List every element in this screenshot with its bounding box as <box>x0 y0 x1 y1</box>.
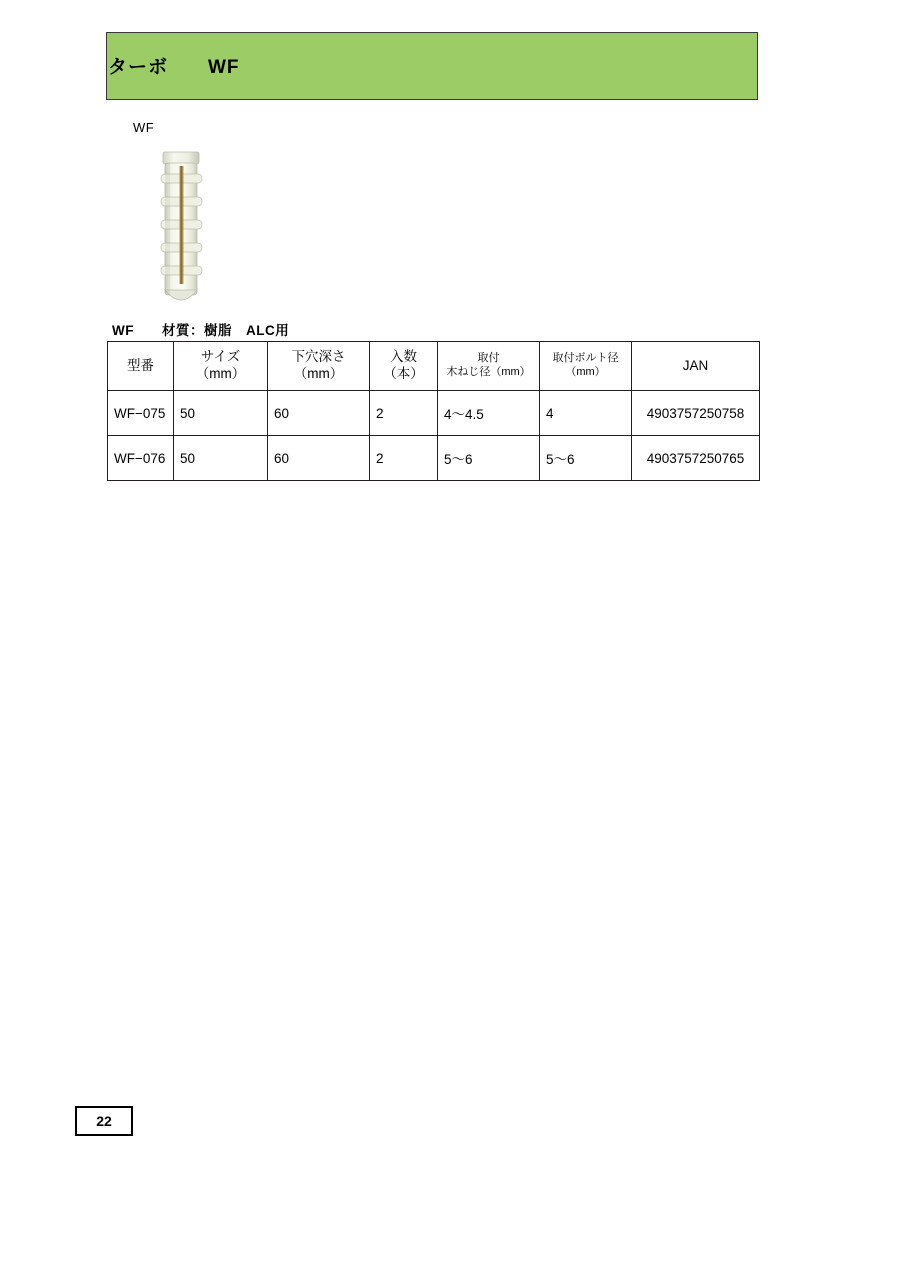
table-header-row <box>108 342 760 391</box>
cell-count: 2 <box>370 391 438 436</box>
header-depth <box>268 342 370 391</box>
header-screw-line1: 取付 <box>477 352 500 365</box>
header-depth-text: 下穴深さ（mm） <box>291 349 346 381</box>
cell-screw: 5〜6 <box>438 436 540 481</box>
header-count-text: 入数（本） <box>383 349 424 381</box>
page-title: ターボ WF <box>108 57 240 78</box>
cell-jan: 4903757250758 <box>632 391 760 436</box>
cell-model: WF−075 <box>108 391 174 436</box>
table-row <box>108 391 760 436</box>
header-screw <box>438 342 540 391</box>
cell-jan: 4903757250765 <box>632 436 760 481</box>
header-jan-text: JAN <box>682 357 709 373</box>
header-jan <box>632 342 760 391</box>
header-bolt-line2: （mm） <box>565 366 606 378</box>
header-model-text: 型番 <box>127 357 154 373</box>
figure-label: WF <box>133 120 155 135</box>
cell-bolt: 5〜6 <box>540 436 632 481</box>
page-number: 22 <box>75 1106 133 1136</box>
spec-table <box>107 341 760 481</box>
header-bolt <box>540 342 632 391</box>
cell-depth: 60 <box>268 436 370 481</box>
cell-size: 50 <box>174 391 268 436</box>
table-caption: WF 材質：樹脂 ALC用 <box>112 323 290 338</box>
header-count <box>370 342 438 391</box>
header-bolt-line1: 取付ボルト径 <box>552 352 619 365</box>
header-size-text: サイズ（mm） <box>195 349 246 381</box>
header-size <box>174 342 268 391</box>
header-screw-line2: 木ねじ径（mm） <box>446 366 531 378</box>
plastic-anchor-illustration <box>155 150 209 310</box>
cell-bolt: 4 <box>540 391 632 436</box>
cell-count: 2 <box>370 436 438 481</box>
header-model <box>108 342 174 391</box>
cell-screw: 4〜4.5 <box>438 391 540 436</box>
cell-model: WF−076 <box>108 436 174 481</box>
table-row <box>108 436 760 481</box>
cell-depth: 60 <box>268 391 370 436</box>
cell-size: 50 <box>174 436 268 481</box>
